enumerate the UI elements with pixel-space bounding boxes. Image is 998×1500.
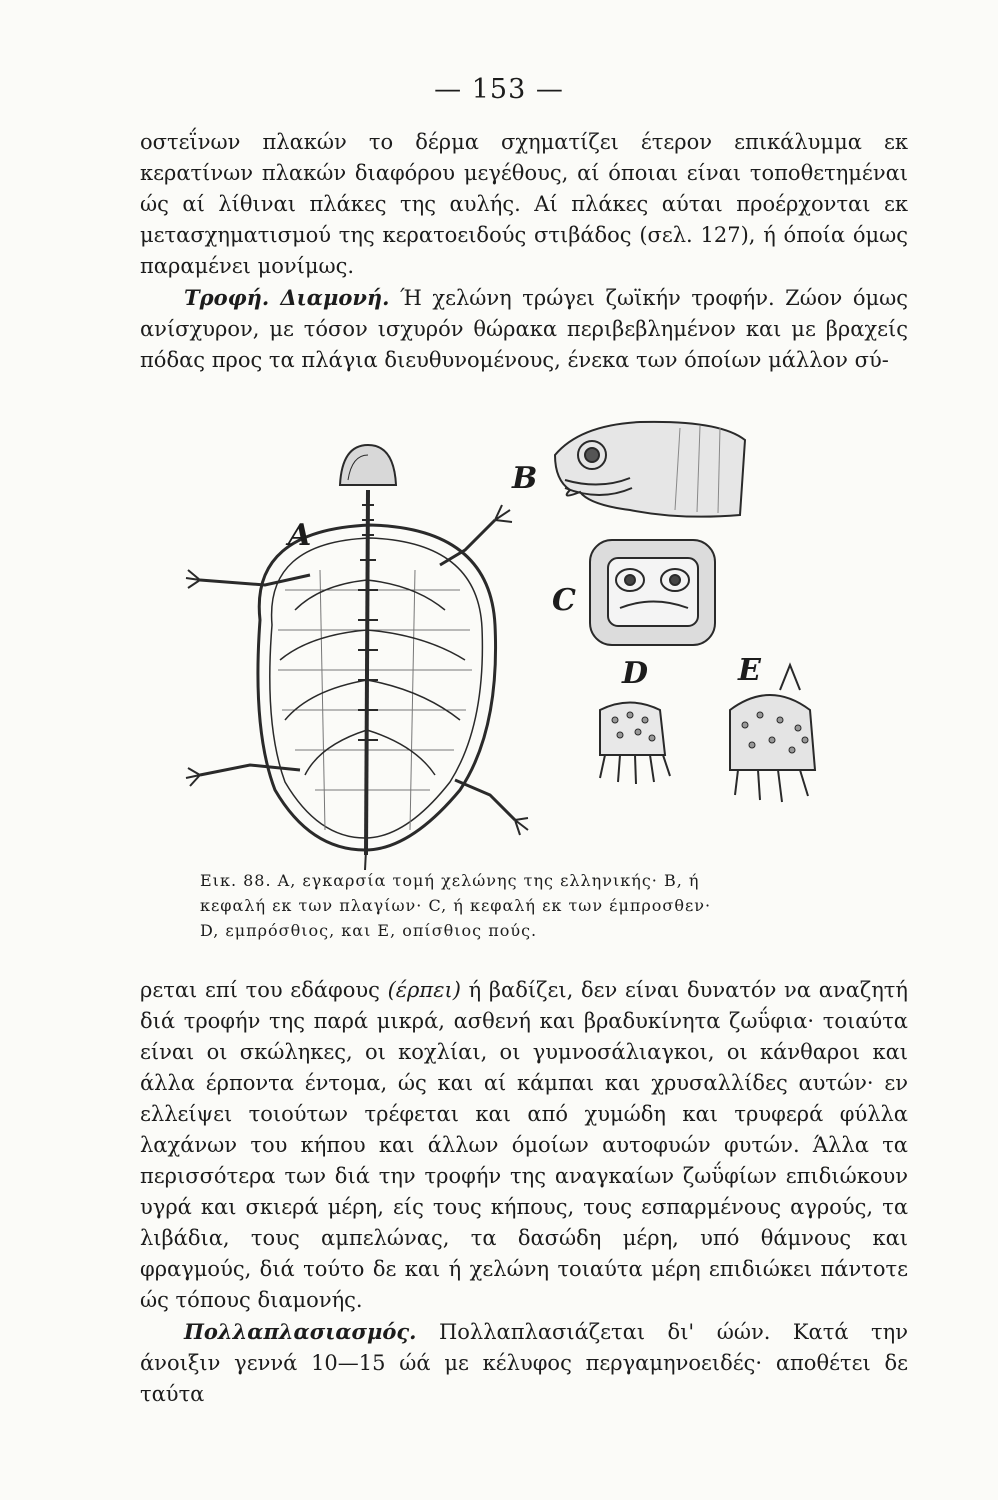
figure-label-d: D [622,656,649,691]
caption-line-1: Εικ. 88. A, εγκαρσία τομή χελώνης της ελληνικής· B, ή [200,871,700,890]
figure-label-a: A [288,518,312,553]
caption-line-2: κεφαλή εκ των πλαγίων· C, ή κεφαλή εκ των έμπροσθεν· [200,896,712,915]
paragraph-2 [140,282,908,376]
paragraph-4 [140,1316,908,1410]
page-number: — 153 — [434,74,564,105]
section-heading-pollaplasiasmos: Πολλαπλασιασμός. [184,1319,417,1344]
paragraph-3-a: ρεται επί του εδάφους [140,978,388,1002]
text-block-top [140,127,908,376]
section-heading-trofi: Τροφή. Διαμονή. [184,285,390,310]
turtle-illustration [160,410,920,880]
figure-b-head-side [555,422,745,517]
paragraph-3 [140,975,908,1316]
caption-line-3: D, εμπρόσθιος, και E, οπίσθιος πούς. [200,921,538,940]
figure-c-head-front [590,540,715,645]
turtle-figure [160,410,920,880]
paragraph-1: οστεΐνων πλακών το δέρμα σχηματίζει έτερον επικάλυμμα εκ κερατίνων πλακών διαφόρου μεγέθους, αί όποιαι είναι τοποθετημέναι ώς αί λίθιναι πλάκες της αυλής. Αί πλάκες αύται προέρχονται εκ μετασχηματισμού της κερατοειδούς στιβάδος (σελ. 127), ή όποία όμως παραμένει μονίμως. [140,130,908,278]
figure-a-skeleton [186,445,528,870]
paragraph-4-text: Πολλαπλασιάζεται δι' ώών. Κατά την άνοιξιν γεννά 10—15 ώά με κέλυφος περγαμηνοειδές· αποθέτει δε ταύτα [140,1320,908,1406]
paragraph-3-b: ή βαδίζει, δεν είναι δυνατόν να αναζητή διά τροφήν της παρά μικρά, ασθενή και βραδυκίνητα ζωΰφια· τοιαύτα είναι οι σκώληκες, οι κοχλίαι, οι γυμνοσάλιαγκοι, οι κάνθαροι και άλλα έρποντα έντομα, ώς και αί κάμπαι και χρυσαλλίδες αυτών· εν ελλείψει τοιούτων τρέφεται και από χυμώδη και τρυφερά φύλλα λαχάνων του κήπου και άλλων όμοίων αυτοφυών φυτών. Άλλα τα περισσότερα των διά την τροφήν της αναγκαίων ζωΰφίων επιδιώκουν υγρά και σκιερά μέρη, είς τους κήπους, τους εσπαρμένους αγρούς, τα λιβάδια, τους αμπελώνας, τα δασώδη μέρη, υπό θάμνους και φραγμούς, διά τούτο δε και ή χελώνη τοιαύτα μέρη επιδιώκει πάντοτε ώς τόπους διαμονής. [140,978,908,1312]
paragraph-3-emph: (έρπει) [387,978,461,1002]
figure-label-e: E [738,653,761,688]
figure-d-front-foot [600,703,670,785]
figure-label-b: B [512,461,538,496]
figure-caption [200,868,900,943]
paragraph-2-text: Ή χελώνη τρώγει ζωϊκήν τροφήν. Ζώον όμως ανίσχυρον, με τόσον ισχυρόν θώρακα περιβεβλημένον και με βραχείς πόδας προς τα πλάγια διευθυνομένους, ένεκα των όποίων μάλλον σύ- [140,286,909,372]
text-block-bottom [140,975,908,1410]
figure-label-c: C [552,583,576,618]
